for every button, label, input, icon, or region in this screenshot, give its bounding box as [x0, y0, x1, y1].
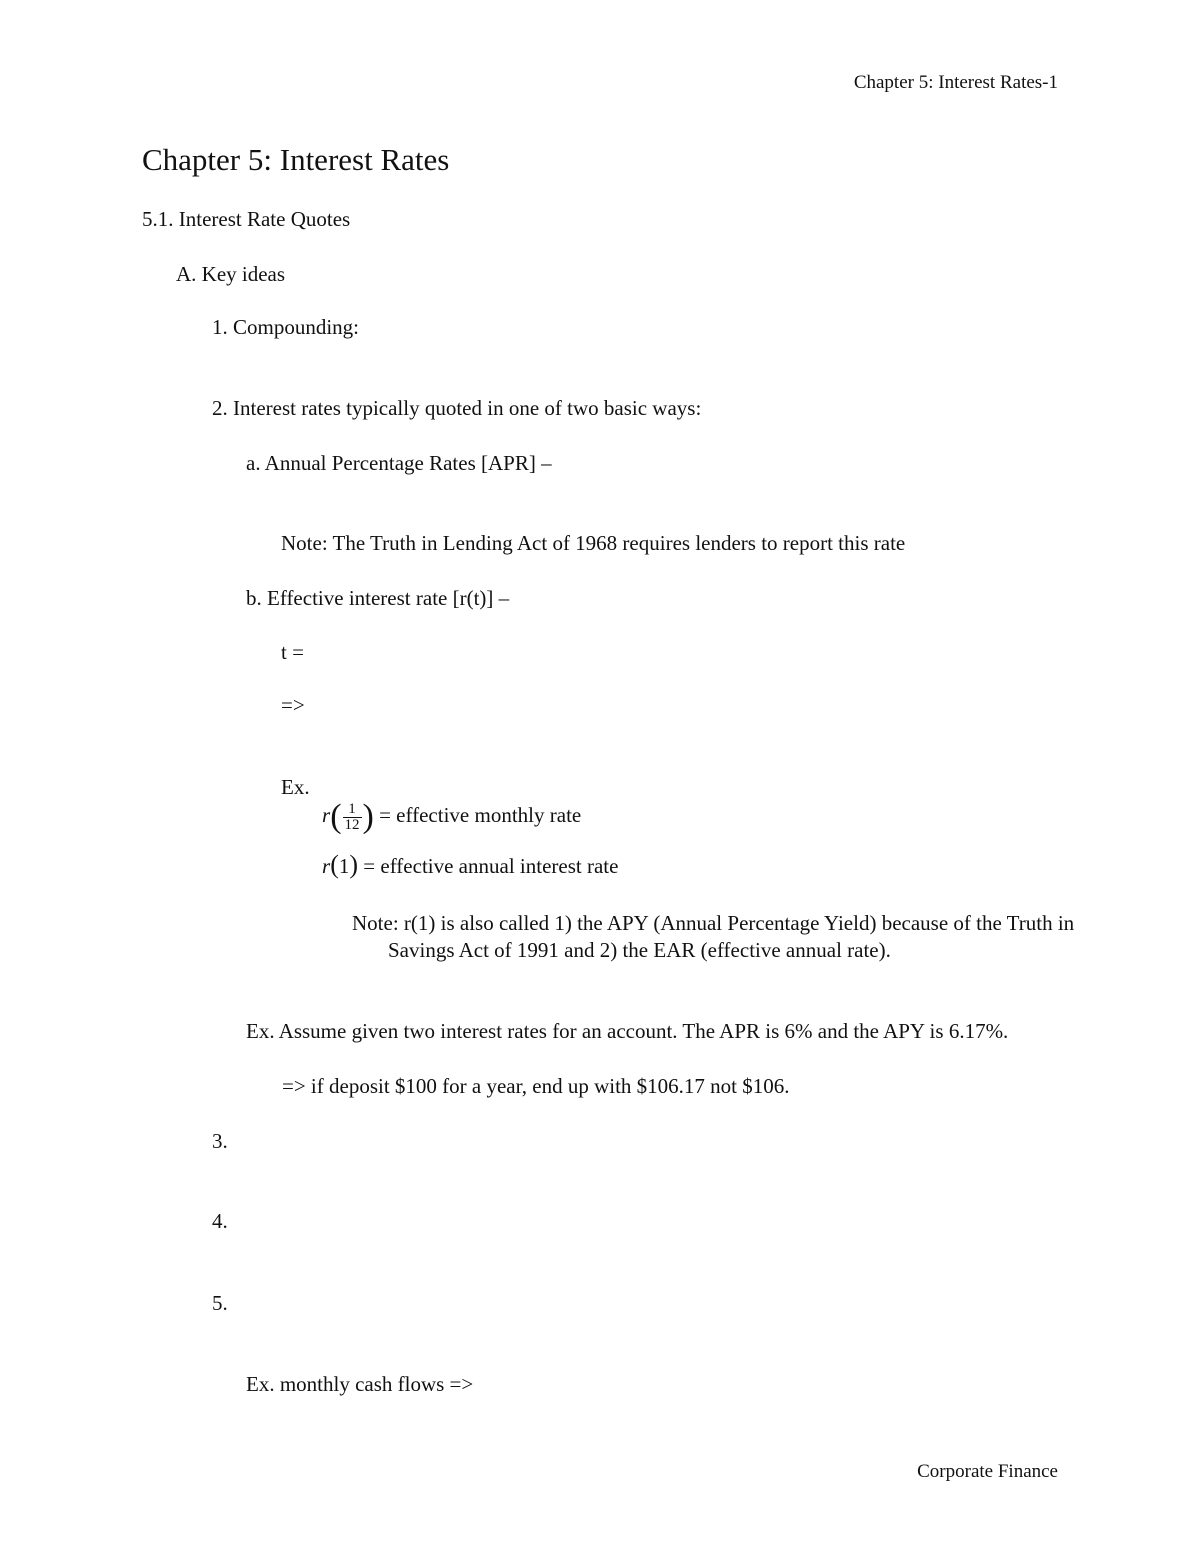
close-paren: )	[349, 850, 359, 879]
monthly-cash-flows-example: Ex. monthly cash flows =>	[246, 1372, 474, 1396]
fraction-numerator: 1	[343, 802, 362, 818]
math-variable-r: r	[322, 802, 331, 827]
section-heading: 5.1. Interest Rate Quotes	[142, 207, 351, 231]
fraction-denominator: 12	[344, 816, 360, 833]
item-rate-quote-ways: 2. Interest rates typically quoted in one of two basic ways:	[212, 396, 702, 420]
example-label: Ex.	[281, 775, 310, 799]
chapter-title: Chapter 5: Interest Rates	[142, 142, 450, 177]
item-effective-rate: b. Effective interest rate [r(t)] –	[246, 586, 510, 610]
effective-annual-rate-formula	[322, 852, 618, 879]
item-compounding: 1. Compounding:	[212, 315, 360, 339]
apr-apy-example: Ex. Assume given two interest rates for an account. The APR is 6% and the APY is 6.17%.	[246, 1019, 1009, 1043]
item-3: 3.	[212, 1129, 228, 1153]
running-footer: Corporate Finance	[917, 1461, 1058, 1482]
implies-arrow: =>	[281, 693, 305, 717]
subheading-key-ideas: A. Key ideas	[176, 262, 286, 286]
close-paren: )	[362, 798, 374, 835]
effective-monthly-rate-formula	[322, 800, 581, 834]
formula-description: = effective annual interest rate	[358, 854, 619, 878]
open-paren: (	[330, 798, 342, 835]
math-variable-r: r	[322, 854, 331, 878]
formula-description: = effective monthly rate	[373, 802, 582, 827]
math-argument: 1	[338, 854, 350, 878]
item-apr: a. Annual Percentage Rates [APR] –	[246, 451, 552, 475]
deposit-example: => if deposit $100 for a year, end up with $106.17 not $106.	[282, 1074, 790, 1098]
t-equals: t =	[281, 640, 304, 664]
open-paren: (	[330, 850, 339, 879]
apy-note: Note: r(1) is also called 1) the APY (Annual Percentage Yield) because of the Truth in Savings Act of 1991 and 2) the EAR (effective annual rate).	[352, 911, 1075, 962]
item-5: 5.	[212, 1291, 228, 1315]
apr-note: Note: The Truth in Lending Act of 1968 requires lenders to report this rate	[281, 531, 906, 555]
item-4: 4.	[212, 1209, 228, 1233]
running-header: Chapter 5: Interest Rates-1	[853, 72, 1058, 93]
fraction-one-twelfth	[343, 802, 362, 833]
